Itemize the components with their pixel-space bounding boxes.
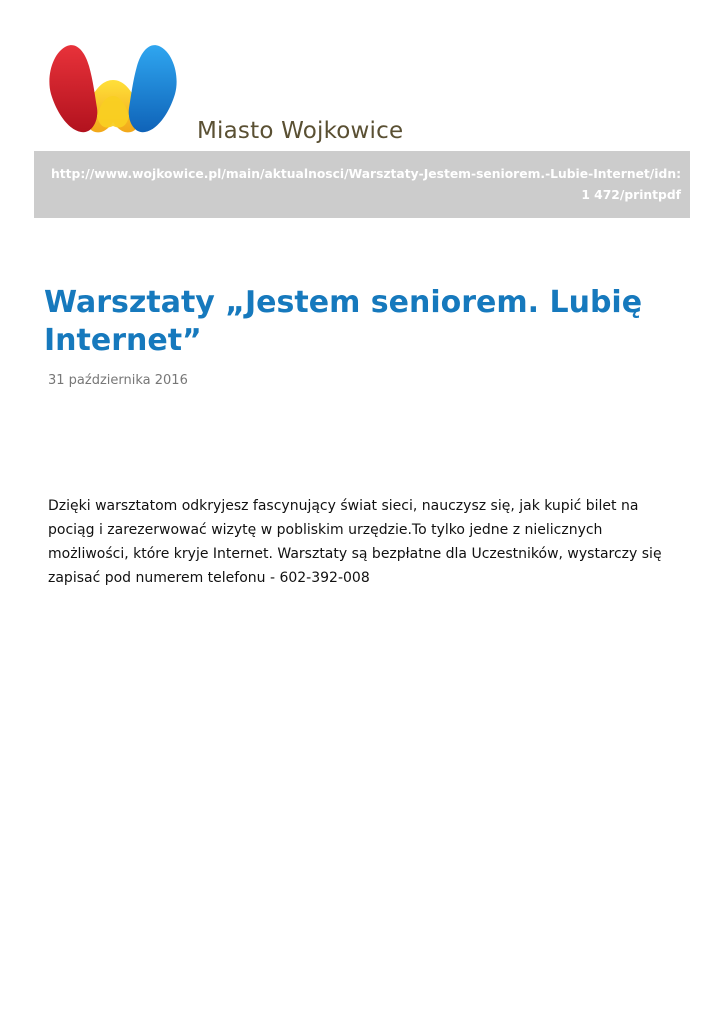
site-name: Miasto Wojkowice <box>197 118 404 144</box>
source-url[interactable]: http://www.wojkowice.pl/main/aktualnosci/Warsztaty-Jestem-seniorem.-Lubie-Internet/idn:1 472/printpdf <box>51 167 681 202</box>
article-title: Warsztaty „Jestem seniorem. Lubię Internet” <box>44 285 643 358</box>
url-bar <box>34 151 690 218</box>
wojkowice-w-logo-icon <box>47 42 179 136</box>
article-body: Dzięki warsztatom odkryjesz fascynujący świat sieci, nauczysz się, jak kupić bilet na pociąg i zarezerwować wizytę w pobliskim urzędzie.To tylko jedne z nielicznych możliwości, które kryje Internet. Warsztaty są bezpłatne dla Uczestników, wystarczy się zapisać pod numerem telefonu - 602-392-008 <box>48 498 662 586</box>
article-date: 31 października 2016 <box>48 373 188 388</box>
